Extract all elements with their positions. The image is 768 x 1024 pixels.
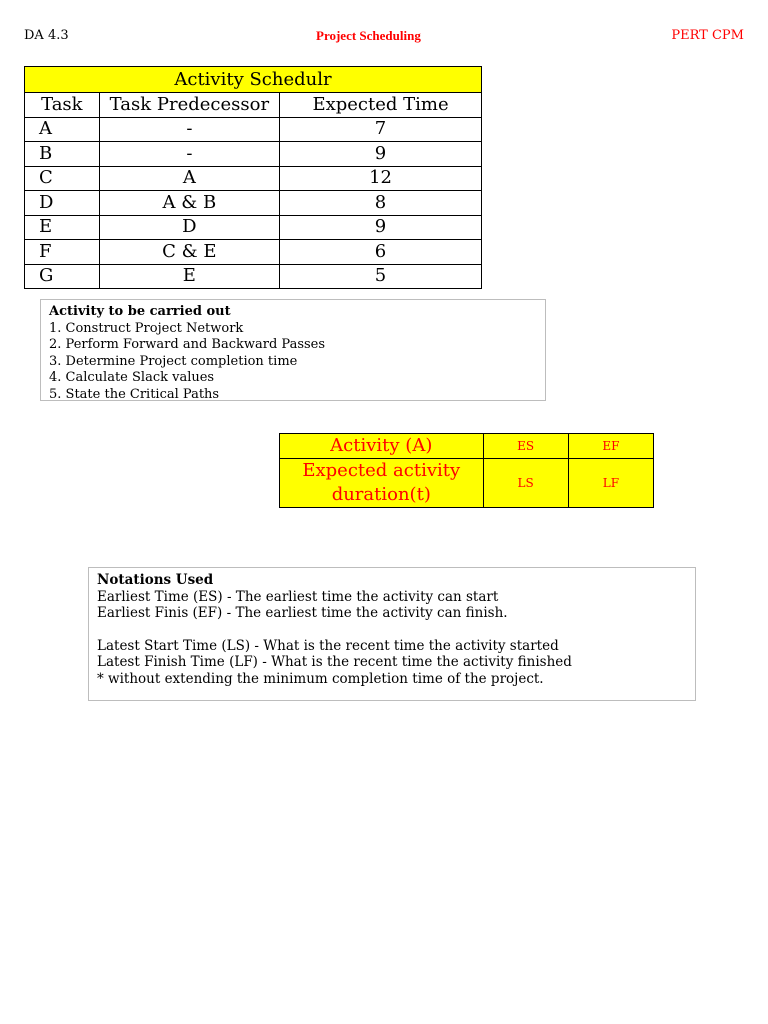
legend-duration — [280, 459, 484, 508]
schedule-title-row — [25, 67, 482, 93]
schedule-header-row — [25, 93, 482, 118]
node-legend-table — [279, 433, 654, 508]
predecessor-cell: E — [99, 264, 279, 289]
time-cell: 7 — [280, 117, 482, 142]
doc-title: Project Scheduling — [316, 28, 421, 43]
predecessor-cell: A & B — [99, 191, 279, 216]
list-item: 1. Construct Project Network — [49, 320, 244, 336]
notation-line: Earliest Time (ES) - The earliest time the activity can start — [97, 588, 499, 605]
task-cell: C — [25, 166, 100, 191]
table-row — [25, 191, 482, 216]
task-cell: E — [25, 215, 100, 240]
list-item: 5. State the Critical Paths — [49, 386, 220, 402]
legend-es: ES — [483, 434, 568, 459]
task-cell: G — [25, 264, 100, 289]
legend-duration-line1: Expected activity — [302, 460, 461, 481]
doc-subject: PERT CPM — [671, 28, 744, 43]
column-header-expected-time: Expected Time — [280, 93, 482, 118]
time-cell: 9 — [280, 142, 482, 167]
time-cell: 9 — [280, 215, 482, 240]
table-row — [25, 215, 482, 240]
legend-row-top — [280, 434, 654, 459]
notation-line: Latest Start Time (LS) - What is the recent time the activity started — [97, 637, 559, 654]
legend-row-bottom — [280, 459, 654, 508]
predecessor-cell: D — [99, 215, 279, 240]
list-item: 2. Perform Forward and Backward Passes — [49, 337, 326, 352]
activities-box — [40, 299, 546, 401]
legend-activity: Activity (A) — [280, 434, 484, 459]
time-cell: 5 — [280, 264, 482, 289]
legend-ls: LS — [483, 459, 568, 508]
table-row — [25, 117, 482, 142]
table-row — [25, 264, 482, 289]
legend-lf: LF — [568, 459, 653, 508]
column-header-predecessor: Task Predecessor — [99, 93, 279, 118]
time-cell: 12 — [280, 166, 482, 191]
table-row — [25, 166, 482, 191]
time-cell: 8 — [280, 191, 482, 216]
predecessor-cell: - — [99, 142, 279, 167]
list-item: 3. Determine Project completion time — [49, 353, 298, 369]
list-item: 4. Calculate Slack values — [49, 370, 215, 385]
notation-line: Latest Finish Time (LF) - What is the recent time the activity finished — [97, 654, 572, 670]
table-row — [25, 142, 482, 167]
notations-box — [88, 567, 696, 701]
time-cell: 6 — [280, 240, 482, 265]
task-cell: D — [25, 191, 100, 216]
predecessor-cell: A — [99, 166, 279, 191]
column-header-task: Task — [25, 93, 100, 118]
activities-title: Activity to be carried out — [49, 304, 231, 319]
predecessor-cell: C & E — [99, 240, 279, 265]
notation-line: * without extending the minimum completion time of the project. — [97, 670, 544, 687]
legend-duration-line2: duration(t) — [331, 484, 431, 505]
task-cell: B — [25, 142, 100, 167]
task-cell: A — [25, 117, 100, 142]
notations-title: Notations Used — [97, 572, 214, 588]
schedule-title: Activity Schedulr — [25, 67, 482, 93]
predecessor-cell: - — [99, 117, 279, 142]
activity-schedule-table — [24, 66, 482, 289]
table-row — [25, 240, 482, 265]
legend-ef: EF — [568, 434, 653, 459]
notation-line: Earliest Finis (EF) - The earliest time the activity can finish. — [97, 605, 508, 621]
task-cell: F — [25, 240, 100, 265]
doc-code: DA 4.3 — [24, 28, 69, 43]
notation-spacer — [97, 622, 695, 638]
